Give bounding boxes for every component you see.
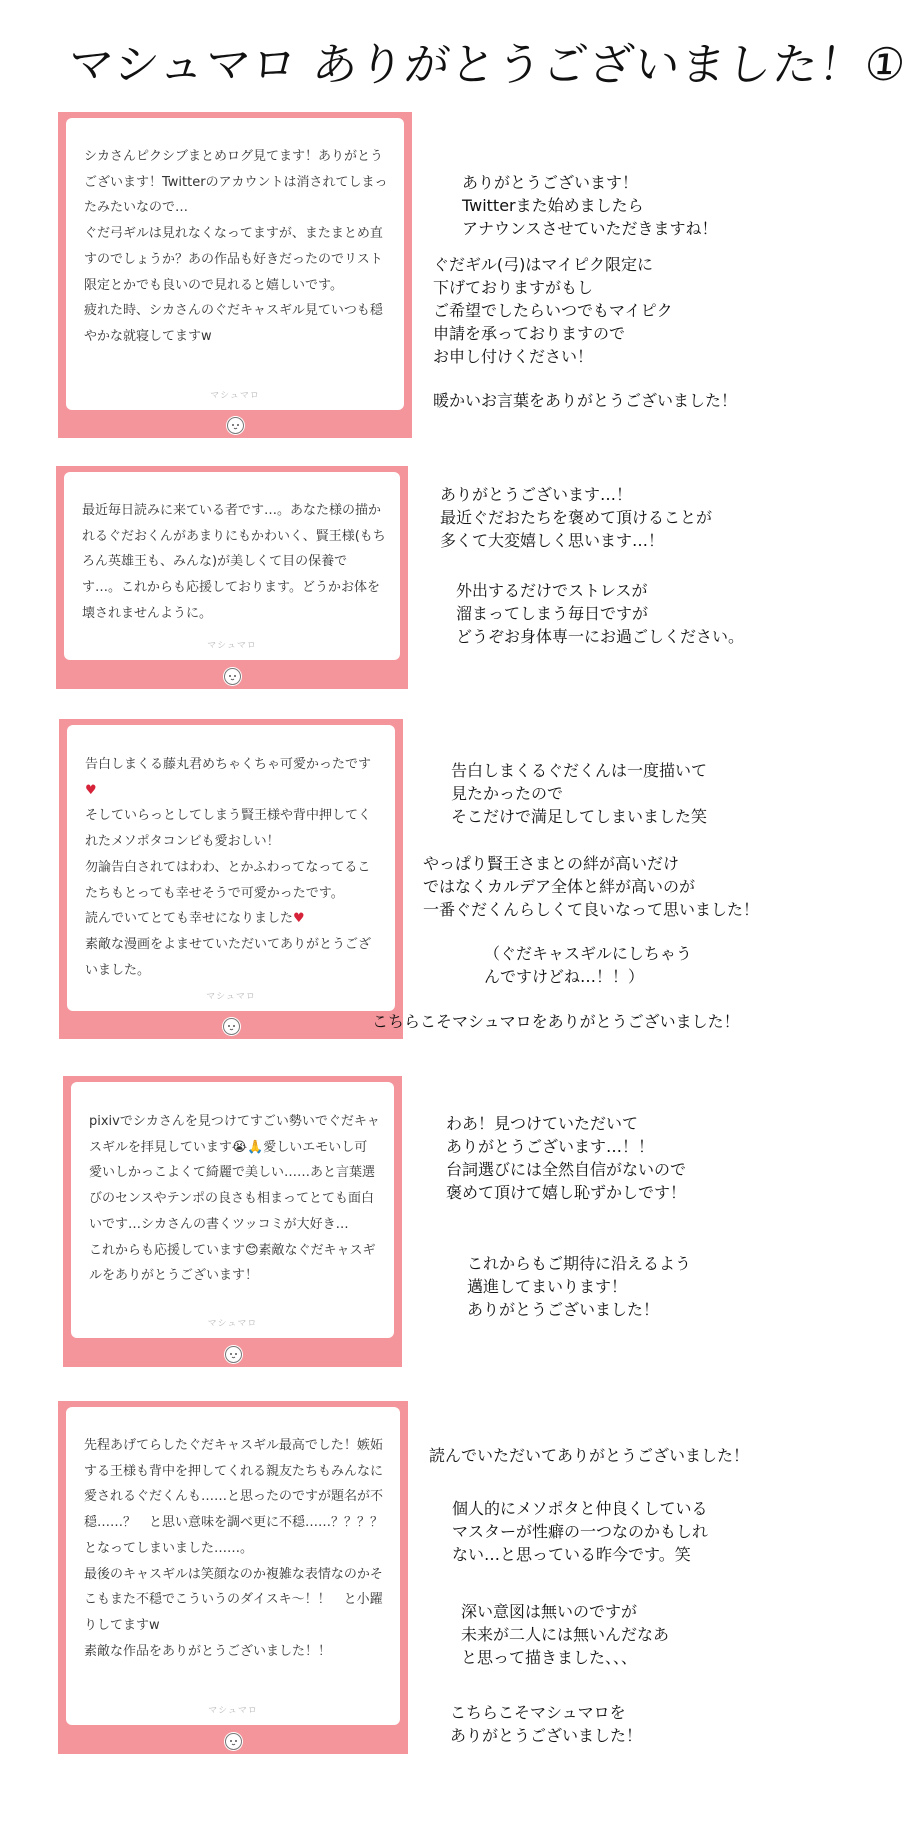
reply-line: お申し付けください！ xyxy=(433,347,594,366)
reply-line: ありがとうございます…！ xyxy=(440,485,633,504)
reply-line: 申請を承っておりますので xyxy=(433,324,626,343)
marshmallow-face-icon xyxy=(226,416,245,435)
reply-line: マスターが性癖の一つなのかもしれ xyxy=(452,1522,709,1541)
reply-line: 告白しまくるぐだくんは一度描いて xyxy=(451,761,708,780)
reply-line: ありがとうございます…！！ xyxy=(446,1137,655,1156)
reply-line: 邁進してまいります！ xyxy=(467,1277,628,1296)
marshmallow-face-icon xyxy=(223,667,242,686)
card-body xyxy=(64,472,400,660)
reply-line: ぐだギル(弓)はマイピク限定に xyxy=(433,255,654,274)
reply-line: 暖かいお言葉をありがとうございました！ xyxy=(433,391,738,410)
reply-line: どうぞお身体専一にお過ごしください。 xyxy=(456,627,745,646)
reply-line: （ぐだキャスギルにしちゃう xyxy=(484,944,692,963)
marshmallow-face-icon xyxy=(224,1732,243,1751)
card-message xyxy=(85,752,381,983)
reply-line: 読んでいただいてありがとうございました！ xyxy=(429,1446,750,1465)
card-message xyxy=(82,498,386,627)
card-paragraph: 勿論告白されてはわわ、とかふわってなってるこたちもとっても幸せそうで可愛かったです。 xyxy=(85,859,371,901)
reply-line: ありがとうございました！ xyxy=(450,1726,643,1745)
reply-line: アナウンスさせていただきますね！ xyxy=(462,219,718,238)
card-paragraph: そしていらっとしてしまう賢王様や背中押してくれたメソポタコンビも愛おしい！ xyxy=(85,808,372,850)
reply-line: 未来が二人には無いんだなあ xyxy=(461,1625,670,1644)
reply-line: 見たかったので xyxy=(451,784,564,803)
heart-icon: ♥ xyxy=(85,782,97,798)
card-paragraph: 最後のキャスギルは笑顔なのか複雑な表情なのかそこもまた不穏でこういうのダイスキ〜！！ と小躍りしてますw xyxy=(84,1566,383,1633)
card-body xyxy=(66,118,404,410)
card-paragraph: 告白しまくる藤丸君めちゃくちゃ可愛かったです♥ xyxy=(85,757,372,798)
card-paragraph: pixivでシカさんを見つけてすごい勢いでぐだキャスギルを拝見しています😭🙏愛しいエモいし可愛いしかっこよくて綺麗で美しい……あと言葉選びのセンスやテンポの良さも相まってとても面白いです…シカさんの書くツッコミが大好き… xyxy=(89,1114,380,1232)
card-paragraph: 先程あげてらしたぐだキャスギル最高でした！嫉妬する王様も背中を押してくれる親友たちもみんなに愛されるぐだくんも……と思ったのですが題名が不穏……？ と思い意味を調べ更に不穏……？？？？ となってしまいました……。 xyxy=(84,1438,397,1556)
card-body xyxy=(71,1082,394,1338)
reply-line: んですけどね…！！） xyxy=(484,967,645,986)
marshmallow-face-icon xyxy=(224,1345,243,1364)
reply-line: 多くて大変嬉しく思います…！ xyxy=(440,531,665,550)
reply-line: 個人的にメソポタと仲良くしている xyxy=(452,1499,708,1518)
card-footer-label: マシュマロ xyxy=(210,391,260,401)
card-paragraph: 素敵な作品をありがとうございました！！ xyxy=(84,1643,332,1659)
card-paragraph: これからも応援しています😊素敵なぐだキャスギルをありがとうございます！ xyxy=(89,1242,376,1284)
card-paragraph: 最近毎日読みに来ている者です…。あなた様の描かれるぐだおくんがあまりにもかわいく、賢王様(もちろん英雄王も、みんな)が美しくて目の保養です…。これからも応援しております。どうかお体を壊されませんように。 xyxy=(82,503,386,621)
card-paragraph: 素敵な漫画をよませていただいてありがとうございました。 xyxy=(85,936,372,978)
reply-line: 下げておりますがもし xyxy=(433,278,594,297)
reply-line: これからもご期待に沿えるよう xyxy=(467,1254,692,1273)
card-paragraph: シカさんピクシブまとめログ見てます！ありがとうございます！Twitterのアカウントは消されてしまったみたいなので… xyxy=(84,149,388,216)
reply-line: こちらこそマシュマロをありがとうございました！ xyxy=(372,1012,740,1031)
marshmallow-face-icon xyxy=(222,1017,241,1036)
reply-line: 褒めて頂けて嬉し恥ずかしです！ xyxy=(446,1183,687,1202)
card-footer-label: マシュマロ xyxy=(208,1706,258,1716)
card-body xyxy=(67,725,395,1011)
reply-line: 最近ぐだおたちを褒めて頂けることが xyxy=(440,508,713,527)
reply-line: 台詞選びには全然自信がないので xyxy=(446,1160,687,1179)
card-message xyxy=(84,1433,397,1664)
card-paragraph: 疲れた時、シカさんのぐだキャスギル見ていつも穏やかな就寝してますw xyxy=(84,303,383,344)
page-title: マシュマロ ありがとうございました！① xyxy=(65,38,909,91)
reply-line: と思って描きました、、、 xyxy=(461,1648,638,1667)
reply-line: やっぱり賢王さまとの絆が高いだけ xyxy=(423,854,680,873)
reply-line: 一番ぐだくんらしくて良いなって思いました！ xyxy=(423,900,760,919)
card-body xyxy=(66,1407,400,1725)
marshmallow-card xyxy=(63,1076,402,1367)
marshmallow-card xyxy=(58,112,412,438)
reply-line: ではなくカルデア全体と絆が高いのが xyxy=(423,877,696,896)
reply-line: 深い意図は無いのですが xyxy=(461,1602,638,1621)
reply-line: 外出するだけでストレスが xyxy=(456,581,648,600)
reply-line: わあ！見つけていただいて xyxy=(446,1114,639,1133)
card-footer-label: マシュマロ xyxy=(207,641,257,651)
marshmallow-card xyxy=(58,1401,408,1754)
reply-line: ありがとうございます！ xyxy=(462,173,639,192)
reply-line: 溜まってしまう毎日ですが xyxy=(456,604,649,623)
reply-line: ご希望でしたらいつでもマイピク xyxy=(433,301,673,320)
heart-icon: ♥ xyxy=(293,911,305,927)
card-paragraph: ぐだ弓ギルは見れなくなってますが、またまとめ直すのでしょうか？あの作品も好きだったのでリスト限定とかでも良いので見れると嬉しいです。 xyxy=(84,226,383,293)
card-footer-label: マシュマロ xyxy=(206,992,256,1002)
reply-line: そこだけで満足してしまいました笑 xyxy=(451,807,708,826)
card-footer-label: マシュマロ xyxy=(207,1319,258,1329)
card-message xyxy=(84,144,390,350)
reply-line: ない…と思っている昨今です。笑 xyxy=(452,1545,691,1564)
marshmallow-card xyxy=(56,466,408,689)
marshmallow-card xyxy=(59,719,403,1039)
reply-line: ありがとうございました！ xyxy=(467,1300,660,1319)
card-message xyxy=(89,1109,380,1289)
reply-line: Twitterまた始めましたら xyxy=(462,196,644,215)
card-paragraph: 読んでいてとても幸せになりました♥ xyxy=(85,911,305,927)
reply-line: こちらこそマシュマロを xyxy=(450,1703,626,1722)
